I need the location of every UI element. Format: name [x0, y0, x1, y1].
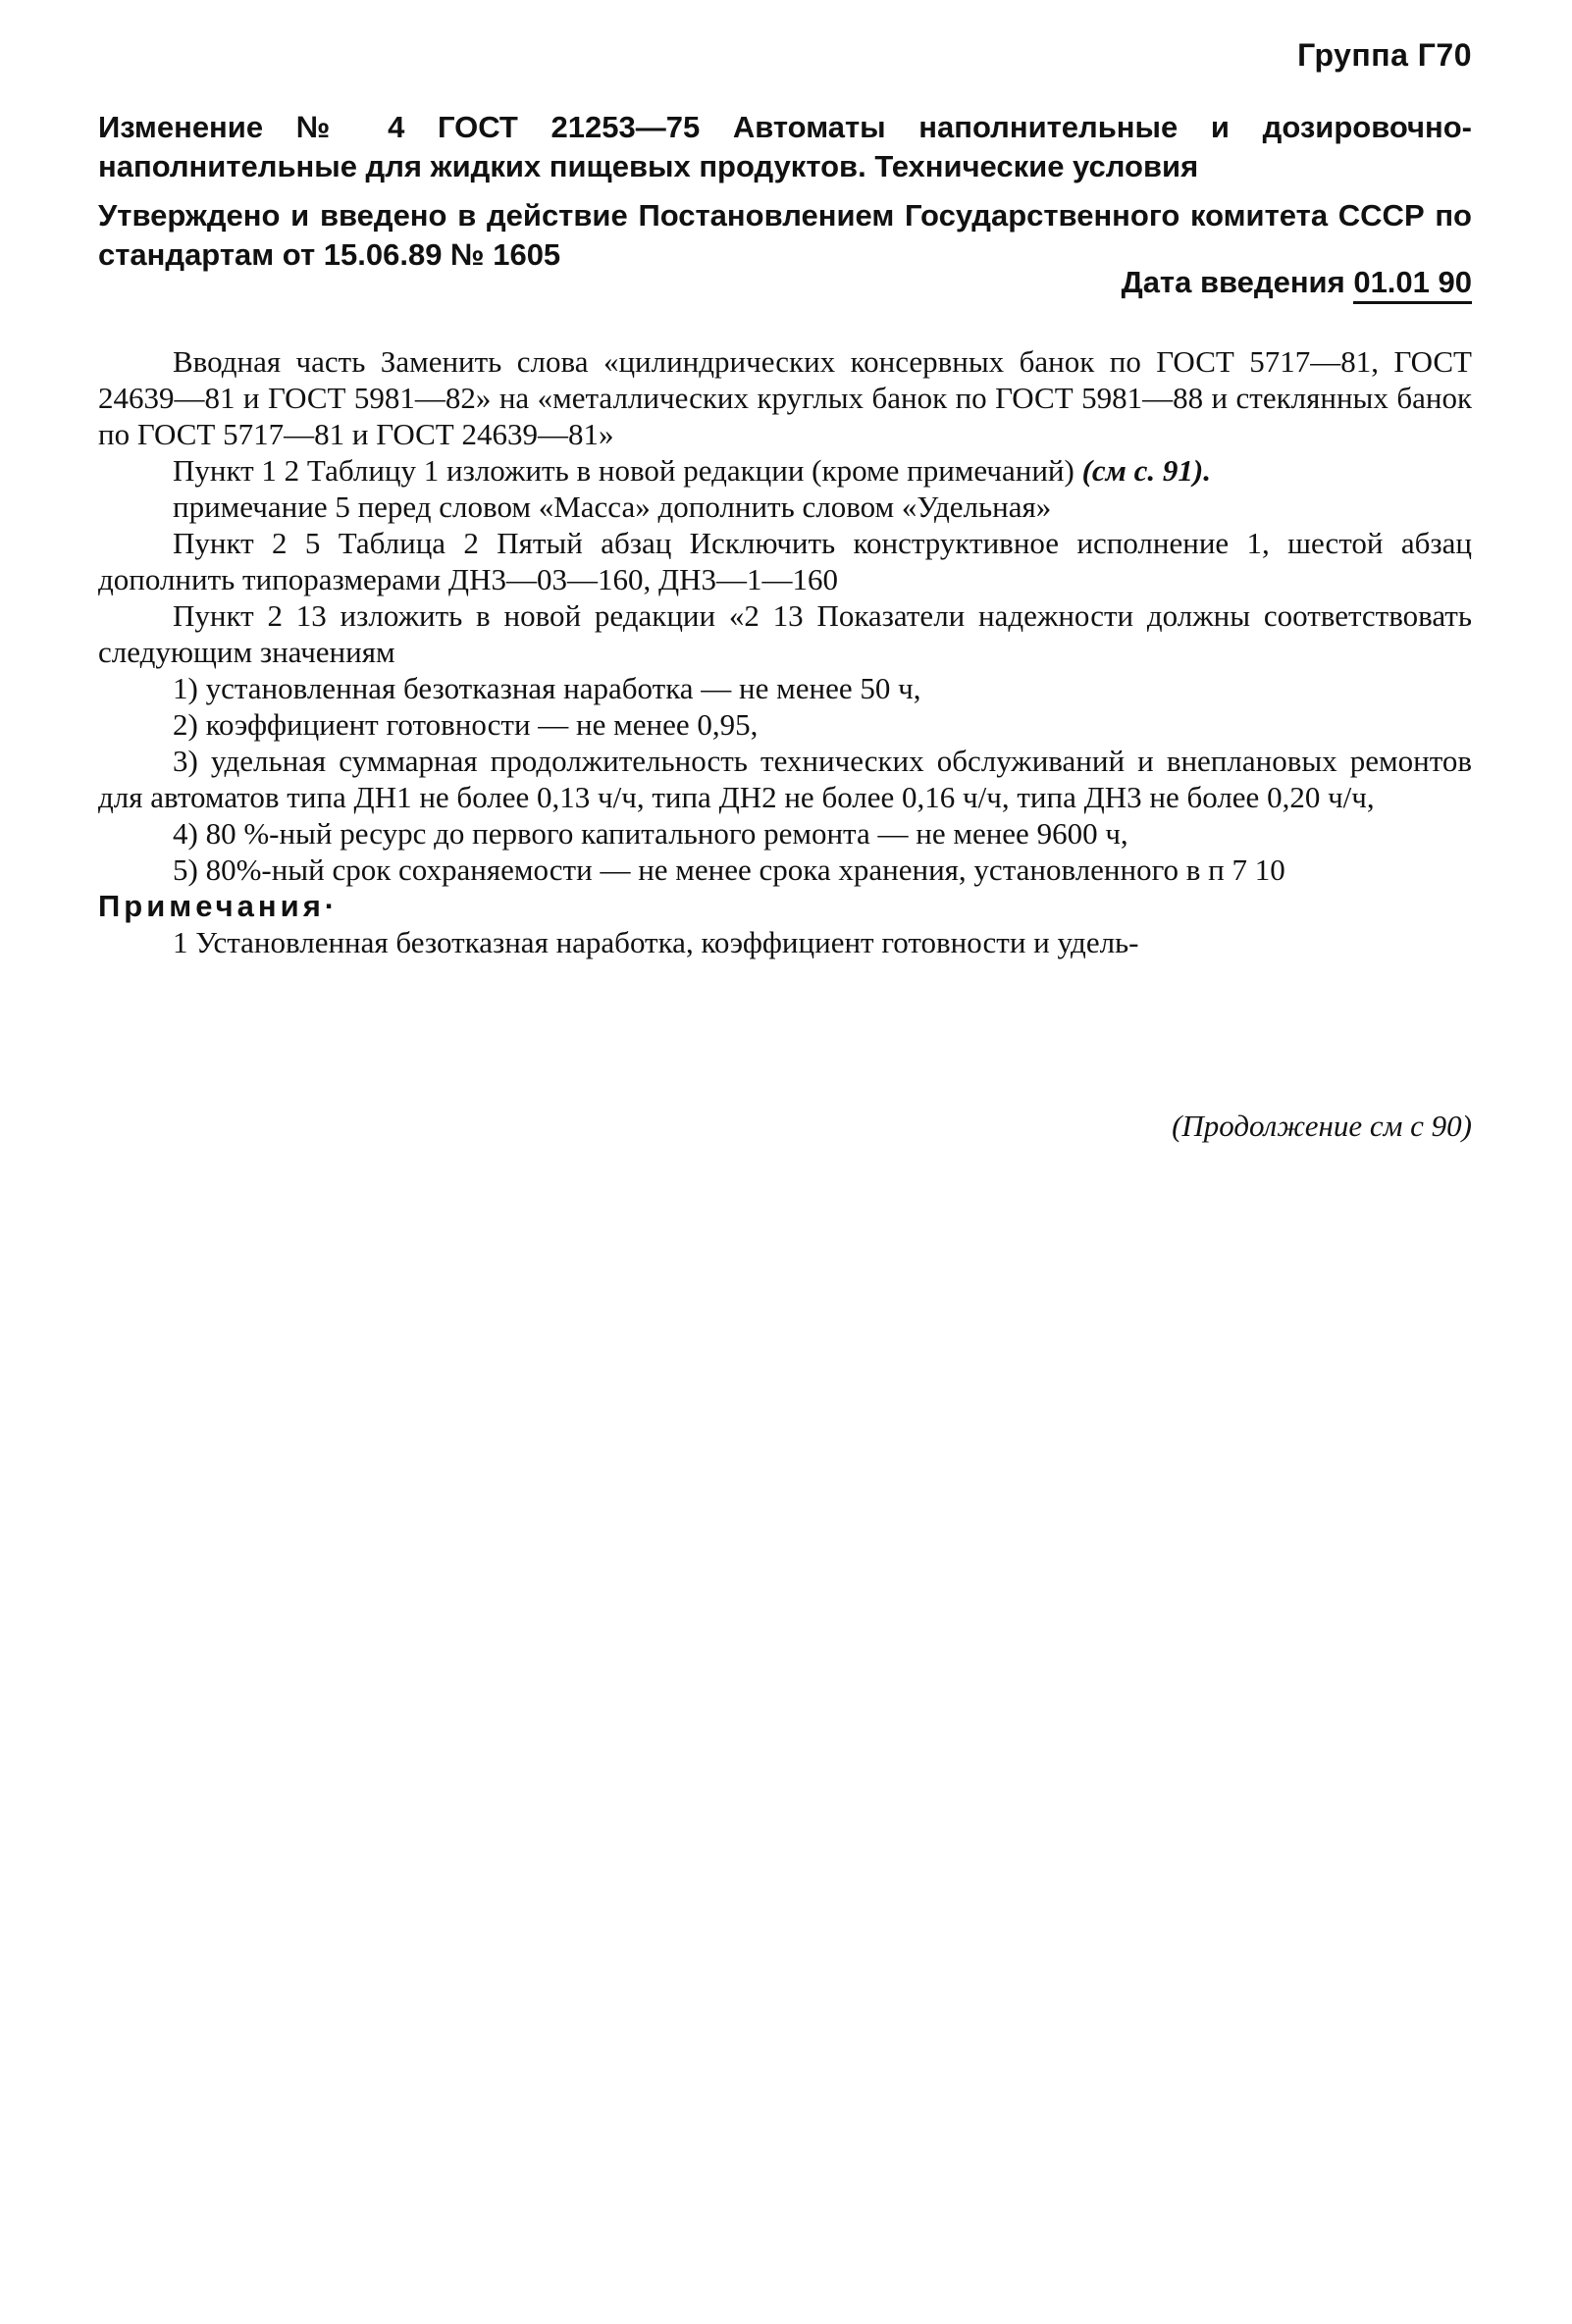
effective-date: [1122, 263, 1472, 302]
list-item: 2) коэффициент готовности — не менее 0,95,: [173, 707, 759, 742]
continuation-note: (Продолжение см с 90): [1172, 1109, 1472, 1143]
effective-date-value: 01.01 90: [1353, 265, 1472, 304]
group-code: Группа Г70: [1297, 37, 1472, 73]
list-item: 1) установленная безотказная наработка — не менее 50 ч,: [173, 671, 921, 705]
list-item: 3) удельная суммарная продолжительность технических обслуживаний и внеплановых ремонтов для автоматов типа ДН1 не более 0,13 ч/ч, типа ДН2 не более 0,16 ч/ч, типа ДН3 не более 0,20 ч/ч,: [98, 744, 1472, 814]
effective-date-label: Дата введения: [1121, 265, 1354, 299]
paragraph-intro: Вводная часть Заменить слова «цилиндрических консервных банок по ГОСТ 5717—81, ГОСТ 24639—81 и ГОСТ 5981—82» на «металлических круглых банок по ГОСТ 5981—88 и стеклянных банок по ГОСТ 5717—81 и ГОСТ 24639—81»: [98, 344, 1472, 451]
paragraph-item-2-5: Пункт 2 5 Таблица 2 Пятый абзац Исключить конструктивное исполнение 1, шестой абзац дополнить типоразмерами ДН3—03—160, ДН3—1—160: [98, 526, 1472, 596]
document-title: Изменение № 4 ГОСТ 21253—75 Автоматы наполнительные и дозировочно-наполнительные для жидких пищевых продуктов. Технические условия: [98, 110, 1472, 183]
paragraph-item-1-2: [98, 452, 1472, 489]
page-reference: (см с. 91).: [1081, 453, 1211, 488]
paragraph-item-2-13: Пункт 2 13 изложить в новой редакции «2 13 Показатели надежности должны соответствовать следующим значениям: [98, 598, 1472, 669]
paragraph-item-1-2-text: Пункт 1 2 Таблицу 1 изложить в новой редакции (кроме примечаний): [173, 453, 1082, 488]
document-body: [98, 343, 1472, 960]
notes-heading: Примечания·: [98, 889, 340, 923]
paragraph-note-5: примечание 5 перед словом «Масса» дополнить словом «Удельная»: [173, 490, 1052, 524]
list-item: 5) 80%-ный срок сохраняемости — не менее срока хранения, установленного в п 7 10: [173, 852, 1285, 887]
approval-statement: Утверждено и введено в действие Постановлением Государственного комитета СССР по стандартам от 15.06.89 № 1605: [98, 198, 1472, 272]
list-item: 4) 80 %-ный ресурс до первого капитального ремонта — не менее 9600 ч,: [173, 816, 1128, 851]
note-1: 1 Установленная безотказная наработка, коэффициент готовности и удель-: [173, 925, 1139, 959]
